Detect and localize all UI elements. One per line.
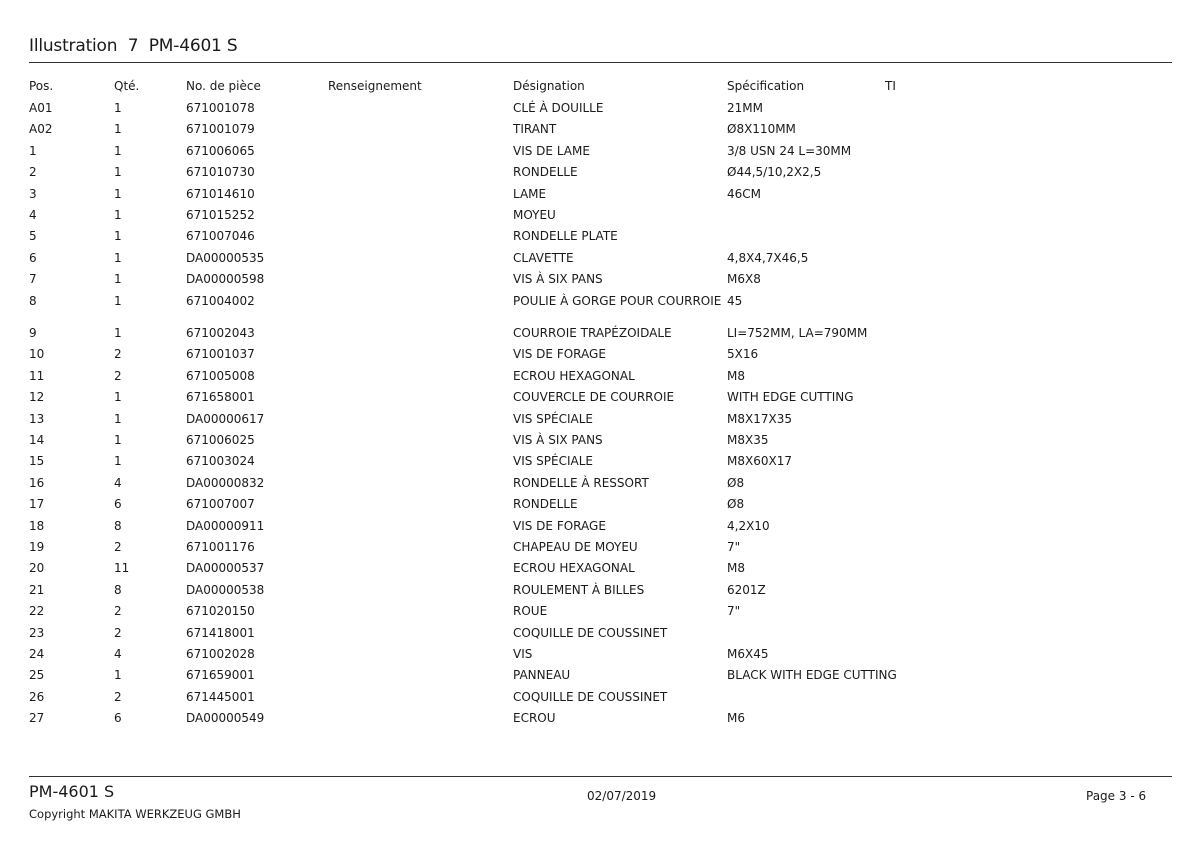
table-row bbox=[0, 294, 1200, 314]
column-header-pos: Pos. bbox=[29, 79, 54, 93]
table-row bbox=[0, 229, 1200, 249]
column-header-qty: Qté. bbox=[114, 79, 140, 93]
cell-designation: CLAVETTE bbox=[513, 250, 574, 265]
table-row bbox=[0, 369, 1200, 389]
cell-designation: VIS À SIX PANS bbox=[513, 433, 603, 447]
table-row bbox=[0, 476, 1200, 496]
table-row bbox=[0, 561, 1200, 581]
cell-qty: 4 bbox=[114, 647, 122, 661]
table-row bbox=[0, 668, 1200, 688]
cell-qty: 11 bbox=[114, 561, 130, 576]
cell-specification: 7" bbox=[727, 604, 741, 619]
cell-specification: LI=752MM, LA=790MM bbox=[727, 326, 868, 340]
cell-qty: 1 bbox=[114, 454, 122, 469]
cell-designation: ROULEMENT À BILLES bbox=[513, 582, 645, 597]
cell-pos: 16 bbox=[29, 475, 45, 490]
cell-part-number: 671010730 bbox=[186, 165, 255, 180]
cell-part-number: 671001176 bbox=[186, 540, 255, 554]
cell-designation: TIRANT bbox=[513, 122, 557, 137]
table-header-row bbox=[0, 79, 1200, 99]
cell-pos: 23 bbox=[29, 625, 45, 640]
cell-specification: M8X35 bbox=[727, 433, 769, 447]
table-row bbox=[0, 583, 1200, 603]
footer-date: 02/07/2019 bbox=[587, 789, 657, 803]
cell-part-number: 671004002 bbox=[186, 293, 255, 308]
cell-pos: 7 bbox=[29, 272, 37, 287]
column-header-designation: Désignation bbox=[513, 79, 585, 93]
cell-designation: COQUILLE DE COUSSINET bbox=[513, 689, 668, 704]
cell-pos: 9 bbox=[29, 326, 37, 340]
cell-pos: 14 bbox=[29, 433, 45, 447]
cell-designation: RONDELLE À RESSORT bbox=[513, 475, 649, 490]
cell-part-number: DA00000549 bbox=[186, 711, 265, 726]
table-row bbox=[0, 626, 1200, 646]
cell-qty: 6 bbox=[114, 711, 122, 726]
cell-qty: 1 bbox=[114, 143, 122, 158]
cell-pos: 13 bbox=[29, 411, 45, 426]
table-row bbox=[0, 122, 1200, 142]
cell-qty: 1 bbox=[114, 101, 122, 115]
cell-designation: COQUILLE DE COUSSINET bbox=[513, 625, 668, 640]
table-row bbox=[0, 497, 1200, 517]
cell-designation: VIS À SIX PANS bbox=[513, 272, 603, 287]
cell-designation: MOYEU bbox=[513, 208, 556, 222]
table-row bbox=[0, 272, 1200, 292]
cell-designation: VIS SPÉCIALE bbox=[513, 411, 594, 426]
cell-designation: LAME bbox=[513, 186, 547, 201]
table-row bbox=[0, 251, 1200, 271]
cell-part-number: 671007007 bbox=[186, 497, 255, 512]
cell-pos: 20 bbox=[29, 561, 45, 576]
table-row bbox=[0, 690, 1200, 710]
cell-qty: 2 bbox=[114, 368, 122, 383]
cell-specification: M8 bbox=[727, 368, 745, 383]
cell-specification: 4,8X4,7X46,5 bbox=[727, 250, 809, 265]
cell-designation: VIS bbox=[513, 647, 533, 661]
cell-part-number: 671005008 bbox=[186, 368, 255, 383]
table-row bbox=[0, 208, 1200, 228]
cell-designation: VIS DE FORAGE bbox=[513, 518, 606, 533]
cell-pos: 10 bbox=[29, 347, 45, 362]
cell-specification: Ø8X110MM bbox=[727, 122, 796, 137]
cell-part-number: 671418001 bbox=[186, 625, 255, 640]
cell-qty: 2 bbox=[114, 540, 122, 554]
cell-designation: RONDELLE bbox=[513, 497, 578, 512]
table-row bbox=[0, 433, 1200, 453]
table-row bbox=[0, 519, 1200, 539]
header-divider bbox=[29, 62, 1172, 63]
cell-part-number: 671001078 bbox=[186, 101, 255, 115]
column-header-info: Renseignement bbox=[328, 79, 422, 93]
cell-qty: 2 bbox=[114, 689, 122, 704]
cell-designation: ROUE bbox=[513, 604, 548, 619]
cell-specification: 7" bbox=[727, 540, 741, 554]
footer-model: PM-4601 S bbox=[29, 782, 115, 801]
table-row bbox=[0, 101, 1200, 121]
table-row bbox=[0, 165, 1200, 185]
cell-pos: 19 bbox=[29, 540, 45, 554]
cell-specification: 6201Z bbox=[727, 582, 766, 597]
cell-pos: 5 bbox=[29, 229, 37, 244]
cell-qty: 1 bbox=[114, 411, 122, 426]
cell-pos: 8 bbox=[29, 293, 37, 308]
cell-designation: POULIE À GORGE POUR COURROIE bbox=[513, 293, 722, 308]
column-header-ti: TI bbox=[885, 79, 896, 93]
cell-part-number: DA00000537 bbox=[186, 561, 265, 576]
cell-pos: 24 bbox=[29, 647, 45, 661]
cell-qty: 1 bbox=[114, 186, 122, 201]
cell-pos: 26 bbox=[29, 689, 45, 704]
cell-qty: 2 bbox=[114, 347, 122, 362]
cell-pos: 12 bbox=[29, 390, 45, 405]
cell-qty: 2 bbox=[114, 604, 122, 619]
cell-pos: 1 bbox=[29, 143, 37, 158]
table-row bbox=[0, 390, 1200, 410]
cell-part-number: 671006025 bbox=[186, 433, 255, 447]
cell-specification: M6 bbox=[727, 711, 745, 726]
column-header-part-number: No. de pièce bbox=[186, 79, 261, 93]
cell-pos: 21 bbox=[29, 582, 45, 597]
table-row bbox=[0, 347, 1200, 367]
cell-pos: 11 bbox=[29, 368, 45, 383]
cell-pos: 15 bbox=[29, 454, 45, 469]
cell-part-number: DA00000598 bbox=[186, 272, 265, 287]
cell-designation: ECROU HEXAGONAL bbox=[513, 368, 635, 383]
footer-copyright: Copyright MAKITA WERKZEUG GMBH bbox=[29, 807, 241, 821]
cell-pos: A02 bbox=[29, 122, 53, 137]
cell-part-number: 671658001 bbox=[186, 390, 255, 405]
cell-designation: CLÉ À DOUILLE bbox=[513, 101, 604, 115]
cell-designation: COUVERCLE DE COURROIE bbox=[513, 390, 675, 405]
cell-designation: RONDELLE PLATE bbox=[513, 229, 618, 244]
cell-specification: 46CM bbox=[727, 186, 762, 201]
cell-specification: Ø44,5/10,2X2,5 bbox=[727, 165, 822, 180]
column-header-specification: Spécification bbox=[727, 79, 805, 93]
cell-designation: VIS DE LAME bbox=[513, 143, 590, 158]
cell-pos: 17 bbox=[29, 497, 45, 512]
cell-pos: 25 bbox=[29, 668, 45, 683]
cell-part-number: 671002028 bbox=[186, 647, 255, 661]
cell-qty: 1 bbox=[114, 208, 122, 222]
cell-designation: CHAPEAU DE MOYEU bbox=[513, 540, 638, 554]
cell-designation: ECROU HEXAGONAL bbox=[513, 561, 635, 576]
cell-pos: 6 bbox=[29, 250, 37, 265]
cell-designation: COURROIE TRAPÉZOIDALE bbox=[513, 326, 672, 340]
table-row bbox=[0, 144, 1200, 164]
cell-qty: 8 bbox=[114, 518, 122, 533]
cell-pos: 3 bbox=[29, 186, 37, 201]
cell-qty: 1 bbox=[114, 122, 122, 137]
cell-pos: 27 bbox=[29, 711, 45, 726]
cell-qty: 1 bbox=[114, 390, 122, 405]
table-row bbox=[0, 454, 1200, 474]
table-row bbox=[0, 326, 1200, 346]
cell-pos: 18 bbox=[29, 518, 45, 533]
cell-specification: M8X17X35 bbox=[727, 411, 792, 426]
cell-specification: 45 bbox=[727, 293, 743, 308]
footer-page-number: Page 3 - 6 bbox=[1086, 789, 1147, 803]
cell-part-number: DA00000535 bbox=[186, 250, 265, 265]
cell-specification: M8X60X17 bbox=[727, 454, 792, 469]
cell-part-number: 671659001 bbox=[186, 668, 255, 683]
cell-pos: A01 bbox=[29, 101, 53, 115]
cell-qty: 1 bbox=[114, 668, 122, 683]
cell-qty: 1 bbox=[114, 229, 122, 244]
table-row bbox=[0, 647, 1200, 667]
cell-pos: 22 bbox=[29, 604, 45, 619]
cell-specification: M6X45 bbox=[727, 647, 769, 661]
table-row bbox=[0, 412, 1200, 432]
cell-qty: 1 bbox=[114, 250, 122, 265]
cell-designation: ECROU bbox=[513, 711, 556, 726]
cell-designation: PANNEAU bbox=[513, 668, 571, 683]
cell-qty: 6 bbox=[114, 497, 122, 512]
cell-specification: Ø8 bbox=[727, 475, 745, 490]
cell-specification: M8 bbox=[727, 561, 745, 576]
table-row bbox=[0, 540, 1200, 560]
cell-part-number: DA00000538 bbox=[186, 582, 265, 597]
cell-specification: 4,2X10 bbox=[727, 518, 770, 533]
cell-qty: 1 bbox=[114, 272, 122, 287]
cell-specification: M6X8 bbox=[727, 272, 761, 287]
cell-part-number: DA00000911 bbox=[186, 518, 265, 533]
cell-pos: 4 bbox=[29, 208, 37, 222]
cell-specification: Ø8 bbox=[727, 497, 745, 512]
table-row bbox=[0, 604, 1200, 624]
cell-qty: 1 bbox=[114, 293, 122, 308]
table-row bbox=[0, 711, 1200, 731]
table-row bbox=[0, 187, 1200, 207]
cell-part-number: 671003024 bbox=[186, 454, 255, 469]
cell-qty: 1 bbox=[114, 326, 122, 340]
cell-qty: 1 bbox=[114, 165, 122, 180]
cell-part-number: 671001037 bbox=[186, 347, 255, 362]
cell-part-number: 671007046 bbox=[186, 229, 255, 244]
cell-part-number: 671002043 bbox=[186, 326, 255, 340]
cell-qty: 8 bbox=[114, 582, 122, 597]
cell-qty: 1 bbox=[114, 433, 122, 447]
cell-part-number: 671015252 bbox=[186, 208, 255, 222]
cell-part-number: 671014610 bbox=[186, 186, 255, 201]
cell-specification: 3/8 USN 24 L=30MM bbox=[727, 143, 852, 158]
cell-designation: RONDELLE bbox=[513, 165, 578, 180]
footer-divider bbox=[29, 776, 1172, 777]
cell-part-number: 671006065 bbox=[186, 143, 255, 158]
cell-designation: VIS SPÉCIALE bbox=[513, 454, 594, 469]
cell-part-number: DA00000832 bbox=[186, 475, 265, 490]
cell-specification: 21MM bbox=[727, 101, 763, 115]
cell-part-number: DA00000617 bbox=[186, 411, 265, 426]
cell-pos: 2 bbox=[29, 165, 37, 180]
cell-part-number: 671445001 bbox=[186, 689, 255, 704]
cell-specification: BLACK WITH EDGE CUTTING bbox=[727, 668, 897, 683]
cell-qty: 4 bbox=[114, 475, 122, 490]
cell-specification: WITH EDGE CUTTING bbox=[727, 390, 854, 405]
cell-part-number: 671001079 bbox=[186, 122, 255, 137]
page-title: Illustration 7 PM-4601 S bbox=[29, 36, 238, 56]
cell-designation: VIS DE FORAGE bbox=[513, 347, 606, 362]
cell-specification: 5X16 bbox=[727, 347, 759, 362]
cell-part-number: 671020150 bbox=[186, 604, 255, 619]
cell-qty: 2 bbox=[114, 625, 122, 640]
